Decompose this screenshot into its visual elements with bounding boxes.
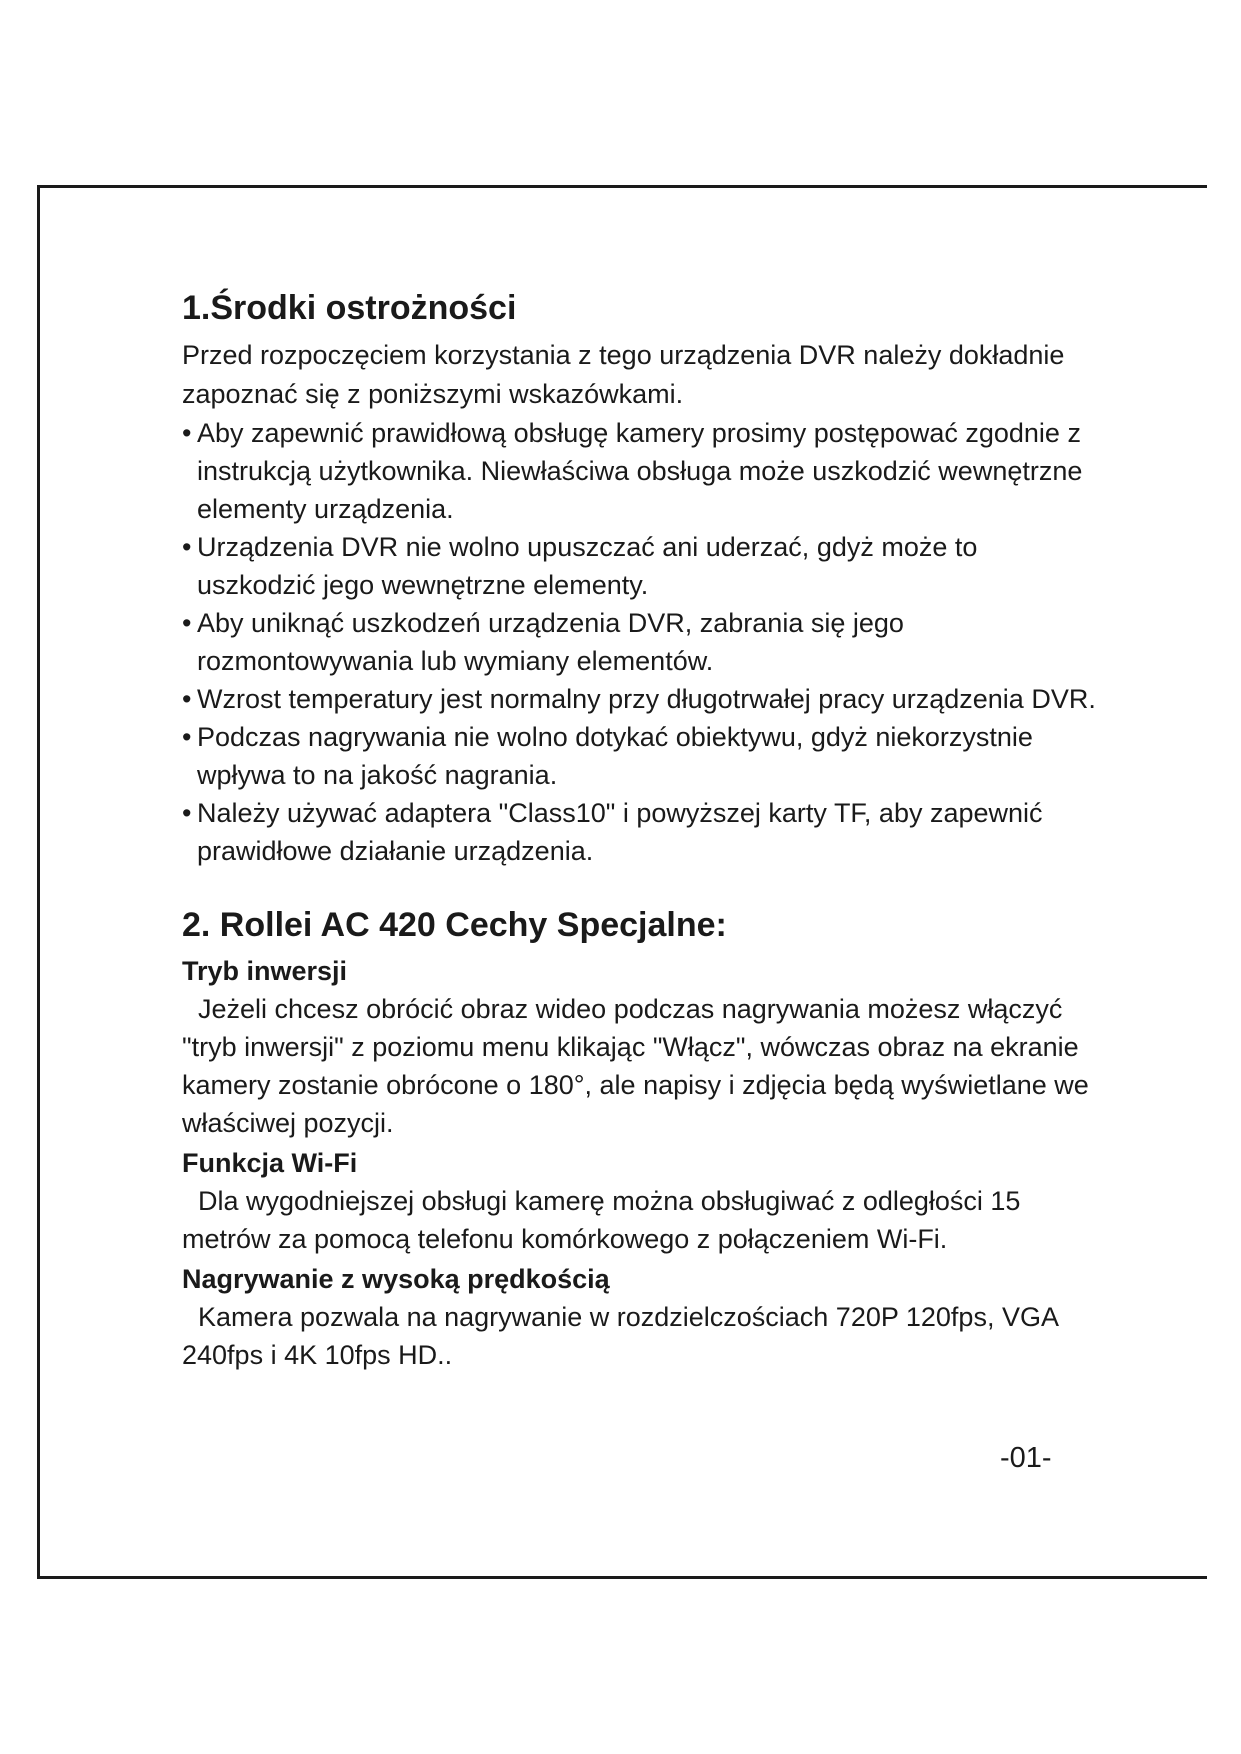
feature-text-inversion: Jeżeli chcesz obrócić obraz wideo podczas nagrywania możesz włączyć "tryb inwersji" z poziomu menu klikając "Włącz", wówczas obraz na ekranie kamery zostanie obrócone o 180°, ale napisy i zdjęcia będą wyświetlane we właściwej pozycji.	[182, 994, 1089, 1138]
feature-heading-inversion: Tryb inwersji	[182, 956, 348, 986]
section-2-title: 2. Rollei AC 420 Cechy Specjalne:	[182, 906, 727, 944]
bullet-icon: •	[182, 532, 192, 562]
bullet-icon: •	[182, 798, 192, 828]
precautions-list	[182, 414, 1102, 870]
precaution-item: • Urządzenia DVR nie wolno upuszczać ani uderzać, gdyż może to uszkodzić jego wewnętrzne elementy.	[182, 528, 1102, 604]
bullet-icon: •	[182, 418, 192, 448]
bullet-icon: •	[182, 722, 192, 752]
page-content	[182, 288, 1102, 1376]
precaution-item: • Należy używać adaptera "Class10" i powyższej karty TF, aby zapewnić prawidłowe działanie urządzenia.	[182, 794, 1102, 870]
precaution-item: • Aby uniknąć uszkodzeń urządzenia DVR, zabrania się jego rozmontowywania lub wymiany elementów.	[182, 604, 1102, 680]
section-1-intro: Przed rozpoczęciem korzystania z tego urządzenia DVR należy dokładnie zapoznać się z poniższymi wskazówkami.	[182, 340, 1065, 409]
section-1-title: 1.Środki ostrożności	[182, 289, 517, 327]
feature-heading-high-speed: Nagrywanie z wysoką prędkością	[182, 1264, 610, 1294]
feature-heading-wifi: Funkcja Wi-Fi	[182, 1148, 358, 1178]
page-number: -01-	[1000, 1442, 1052, 1474]
precaution-item: • Aby zapewnić prawidłową obsługę kamery prosimy postępować zgodnie z instrukcją użytkownika. Niewłaściwa obsługa może uszkodzić wewnętrzne elementy urządzenia.	[182, 414, 1102, 528]
bullet-icon: •	[182, 684, 192, 714]
feature-text-wifi: Dla wygodniejszej obsługi kamerę można obsługiwać z odległości 15 metrów za pomocą telefonu komórkowego z połączeniem Wi-Fi.	[182, 1186, 1021, 1254]
precaution-item: • Podczas nagrywania nie wolno dotykać obiektywu, gdyż niekorzystnie wpływa to na jakość nagrania.	[182, 718, 1102, 794]
feature-text-high-speed: Kamera pozwala na nagrywanie w rozdzielczościach 720P 120fps, VGA 240fps i 4K 10fps HD..	[182, 1302, 1058, 1370]
precaution-item: • Wzrost temperatury jest normalny przy długotrwałej pracy urządzenia DVR.	[182, 680, 1102, 718]
bullet-icon: •	[182, 608, 192, 638]
